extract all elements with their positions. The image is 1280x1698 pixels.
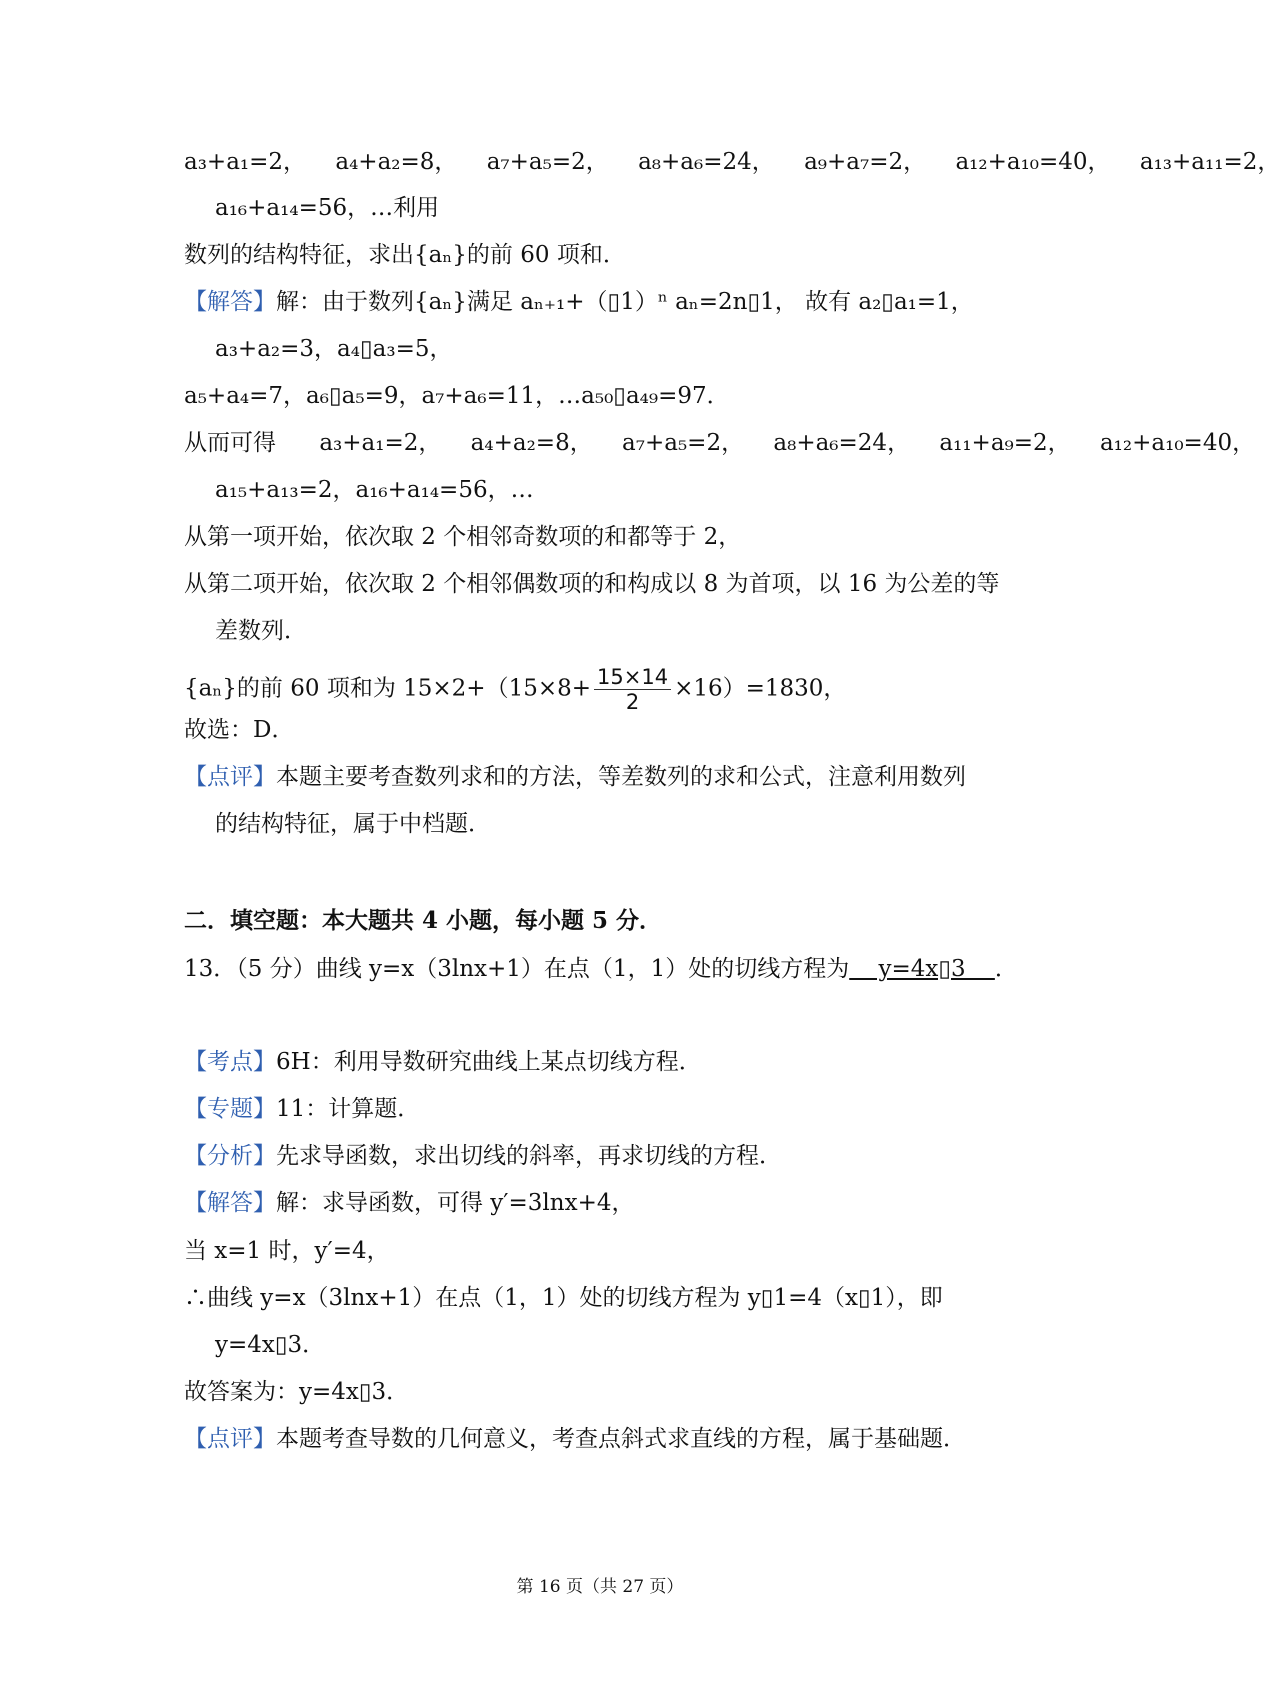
text-line: 的结构特征，属于中档题． (215, 811, 491, 837)
text-line: 从第一项开始，依次取 2 个相邻奇数项的和都等于 2， (184, 524, 742, 550)
text-line: 当 x=1 时，y′=4， (184, 1238, 390, 1264)
equation-term: a₁₁+a₉=2， (939, 430, 1071, 456)
topic-tag: 【专题】 (184, 1096, 276, 1122)
topic-line (184, 1094, 420, 1124)
analysis-text: 先求导函数，求出切线的斜率，再求切线的方程． (276, 1143, 782, 1169)
question-end: ． (994, 956, 1018, 982)
text-line: a₁₆+a₁₄=56，…利用 (215, 195, 440, 221)
equation-term: a₄+a₂=8， (335, 149, 458, 175)
equation-term: a₁₃+a₁₁=2， (1139, 149, 1280, 175)
comment-text: 本题主要考查数列求和的方法，等差数列的求和公式，注意利用数列 (276, 764, 966, 790)
analysis-tag: 【分析】 (184, 1143, 276, 1169)
equation-term: a₈+a₆=24， (773, 430, 911, 456)
topic-text: 11：计算题． (276, 1096, 421, 1122)
answer-tag: 【解答】 (184, 289, 276, 315)
comment-line (184, 762, 966, 792)
comment-text: 本题考查导数的几何意义，考查点斜式求直线的方程，属于基础题． (276, 1426, 966, 1452)
text-line: y=4x▯3． (215, 1332, 326, 1358)
text-line: a₁₅+a₁₃=2，a₁₆+a₁₄=56，… (215, 477, 534, 503)
analysis-line (184, 1141, 782, 1171)
equation-row-2 (184, 428, 1255, 458)
equation-term: a₃+a₁=2， (184, 149, 307, 175)
text-line: a₃+a₂=3，a₄▯a₃=5， (215, 336, 453, 362)
text-line: a₅+a₄=7，a₆▯a₅=9，a₇+a₆=11，…a₅₀▯a₄₉=97． (184, 383, 730, 409)
fraction (594, 665, 671, 714)
text-prefix: 从而可得 (184, 430, 276, 456)
comment-tag: 【点评】 (184, 1426, 276, 1452)
equation-term: a₉+a₇=2， (804, 149, 927, 175)
answer-line (184, 287, 974, 317)
equation-term: a₈+a₆=24， (638, 149, 775, 175)
equation-term: a₇+a₅=2， (486, 149, 609, 175)
text-line: 故答案为：y=4x▯3． (184, 1379, 410, 1405)
equation-term: a₇+a₅=2， (622, 430, 745, 456)
sum-formula-line (184, 665, 846, 714)
answer-blank: y=4x▯3 (849, 956, 995, 982)
question-text: 13．（5 分）曲线 y=x（3lnx+1）在点（1，1）处的切线方程为 (184, 956, 850, 982)
formula-text: ×16）=1830， (674, 675, 847, 702)
text-line: 数列的结构特征，求出{aₙ}的前 60 项和． (184, 242, 626, 268)
equation-term: a₁₂+a₁₀=40， (955, 149, 1111, 175)
text-line: 差数列． (215, 618, 307, 644)
comment-tag: 【点评】 (184, 764, 276, 790)
section-heading: 二．填空题：本大题共 4 小题，每小题 5 分． (184, 907, 663, 934)
text-line: ∴曲线 y=x（3lnx+1）在点（1，1）处的切线方程为 y▯1=4（x▯1），即 (184, 1285, 943, 1311)
formula-text: {aₙ}的前 60 项和为 15×2+（15×8+ (184, 675, 592, 702)
knowledge-point-line (184, 1047, 702, 1077)
text-line: 从第二项开始，依次取 2 个相邻偶数项的和构成以 8 为首项，以 16 为公差的等 (184, 571, 1000, 597)
equation-term: a₄+a₂=8， (470, 430, 593, 456)
equation-row-1 (184, 147, 1280, 177)
answer-text: 解：求导函数，可得 y′=3lnx+4， (276, 1190, 635, 1216)
answer-text: 解：由于数列{aₙ}满足 aₙ₊₁+（▯1）ⁿ aₙ=2n▯1， 故有 a₂▯a₁=1， (276, 289, 974, 315)
page-footer: 第 16 页（共 27 页） (516, 1577, 684, 1597)
text-line: 故选：D． (184, 717, 295, 743)
equation-term: a₃+a₁=2， (319, 430, 442, 456)
answer-line (184, 1188, 634, 1218)
equation-term: a₁₂+a₁₀=40， (1099, 430, 1256, 456)
answer-tag: 【解答】 (184, 1190, 276, 1216)
question-13 (184, 954, 1018, 984)
comment-line (184, 1424, 966, 1454)
fraction-numerator: 15×14 (594, 665, 671, 690)
knowledge-point-text: 6H：利用导数研究曲线上某点切线方程． (276, 1049, 702, 1075)
fraction-denominator: 2 (625, 690, 640, 714)
knowledge-point-tag: 【考点】 (184, 1049, 276, 1075)
